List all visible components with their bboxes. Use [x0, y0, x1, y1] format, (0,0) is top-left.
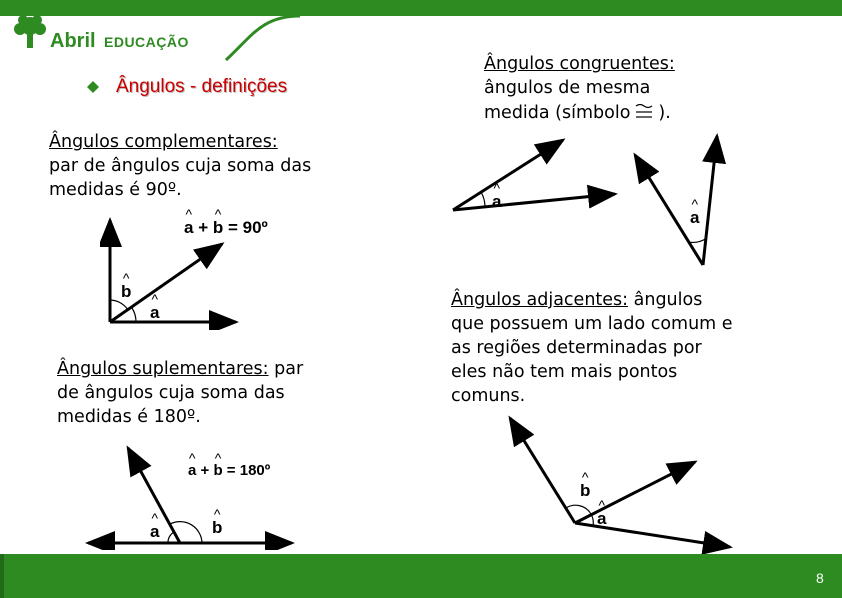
- footer-bar: [0, 554, 842, 598]
- congruentes-label-a1: ^ a: [492, 192, 501, 212]
- adjacentes-text: [451, 288, 733, 408]
- suplementares-rest: par: [268, 359, 304, 379]
- suplementares-label-b: ^ b: [212, 518, 222, 538]
- adjacentes-label-a: ^ a: [597, 509, 606, 529]
- congruent-symbol-icon: [630, 102, 658, 127]
- suplementares-formula: ^ a + ^ b = 180º: [188, 462, 270, 479]
- adjacentes-line5: comuns.: [451, 386, 526, 406]
- congruentes-text: [484, 52, 675, 125]
- suplementares-line3: medidas é 180º.: [57, 407, 201, 427]
- congruentes-term: Ângulos congruentes:: [484, 54, 675, 74]
- adjacentes-diagram: [500, 410, 750, 560]
- suplementares-line2: de ângulos cuja soma das: [57, 383, 285, 403]
- suplementares-text: [57, 357, 303, 429]
- complementares-term: Ângulos complementares:: [49, 132, 278, 152]
- tree-logo-icon: [10, 14, 50, 50]
- page-number: 8: [816, 570, 824, 586]
- congruentes-line2: ângulos de mesma: [484, 78, 651, 98]
- adjacentes-term: Ângulos adjacentes:: [451, 290, 629, 310]
- bullet-icon: [86, 80, 100, 94]
- adjacentes-rest: ângulos: [628, 290, 703, 310]
- complementares-line1: par de ângulos cuja soma das: [49, 156, 312, 176]
- congruentes-label-a2: ^ a: [690, 208, 699, 228]
- brand-sub: EDUCAÇÃO: [104, 34, 189, 50]
- adjacentes-line4: eles não tem mais pontos: [451, 362, 678, 382]
- complementares-text: [49, 130, 311, 202]
- brand-name: Abril: [50, 30, 96, 52]
- complementares-label-a: ^ a: [150, 303, 159, 323]
- congruentes-line3-pre: medida (símbolo: [484, 103, 631, 123]
- congruentes-line3-post: ).: [658, 103, 671, 123]
- complementares-line2: medidas é 90º.: [49, 180, 182, 200]
- adjacentes-line3: as regiões determinadas por: [451, 338, 702, 358]
- footer-left-edge: [0, 554, 4, 598]
- page-title: Ângulos - definições: [116, 76, 288, 97]
- adjacentes-line2: que possuem um lado comum e: [451, 314, 733, 334]
- complementares-formula: ^ a + ^ b = 90º: [184, 218, 268, 238]
- suplementares-term: Ângulos suplementares:: [57, 359, 269, 379]
- suplementares-label-a: ^ a: [150, 522, 159, 542]
- complementares-label-b: ^ b: [121, 282, 131, 302]
- adjacentes-label-b: ^ b: [580, 481, 590, 501]
